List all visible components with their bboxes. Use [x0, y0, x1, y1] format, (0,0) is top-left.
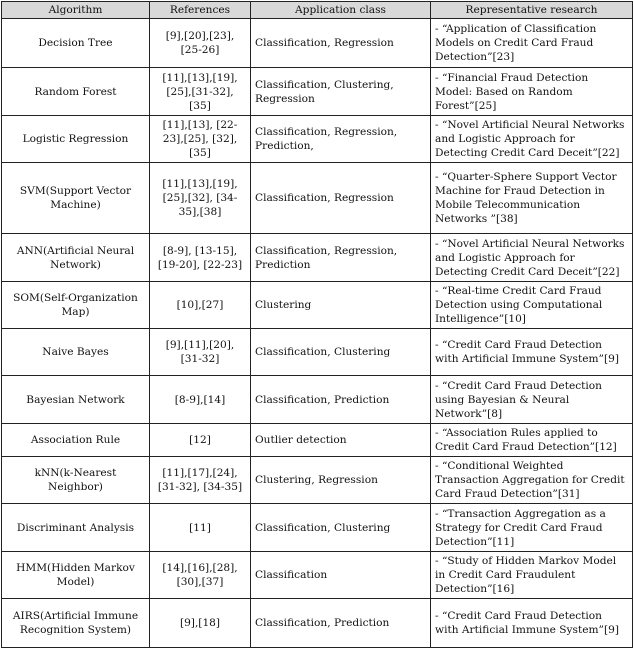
- algorithm-cell: Decision Tree: [2, 19, 150, 68]
- table-row: [2, 163, 633, 234]
- algorithm-cell: AIRS(Artificial Immune Recognition System): [2, 599, 150, 648]
- table-row: [2, 552, 633, 599]
- application-class-cell: Classification, Prediction: [251, 599, 431, 648]
- representative-research-cell: - “Conditional Weighted Transaction Aggregation for Credit Card Fraud Detection”[31]: [431, 456, 633, 503]
- algorithm-cell: Naive Bayes: [2, 328, 150, 375]
- application-class-cell: Classification, Clustering: [251, 503, 431, 551]
- header-application-class: Application class: [251, 2, 431, 19]
- table-row: [2, 115, 633, 162]
- references-cell: [9],[11],[20], [31-32]: [150, 328, 251, 375]
- representative-research-cell: - “Transaction Aggregation as a Strategy for Credit Card Fraud Detection”[11]: [431, 503, 633, 551]
- references-cell: [11],[17],[24],[31-32], [34-35]: [150, 456, 251, 503]
- representative-research-cell: - “Novel Artificial Neural Networks and Logistic Approach for Detecting Credit Card Deceit”[22]: [431, 115, 633, 162]
- references-cell: [8-9],[14]: [150, 375, 251, 423]
- application-class-cell: Classification, Prediction: [251, 375, 431, 423]
- table-row: [2, 424, 633, 456]
- application-class-cell: Classification, Clustering, Regression: [251, 68, 431, 115]
- application-class-cell: Classification, Regression, Prediction: [251, 234, 431, 282]
- table-row: [2, 328, 633, 375]
- algorithm-cell: kNN(k-Nearest Neighbor): [2, 456, 150, 503]
- table-row: [2, 456, 633, 503]
- representative-research-cell: - “Quarter-Sphere Support Vector Machine for Fraud Detection in Mobile Telecommunication Networks ”[38]: [431, 163, 633, 234]
- application-class-cell: Classification: [251, 552, 431, 599]
- algorithm-table: [1, 1, 633, 648]
- table-row: [2, 19, 633, 68]
- algorithm-cell: SVM(Support Vector Machine): [2, 163, 150, 234]
- algorithm-cell: HMM(Hidden Markov Model): [2, 552, 150, 599]
- algorithm-cell: Random Forest: [2, 68, 150, 115]
- application-class-cell: Outlier detection: [251, 424, 431, 456]
- references-cell: [11],[13], [22-23],[25], [32],[35]: [150, 115, 251, 162]
- representative-research-cell: - “Association Rules applied to Credit Card Fraud Detection”[12]: [431, 424, 633, 456]
- representative-research-cell: - “Credit Card Fraud Detection with Artificial Immune System”[9]: [431, 599, 633, 648]
- representative-research-cell: - “Study of Hidden Markov Model in Credit Card Fraudulent Detection”[16]: [431, 552, 633, 599]
- algorithm-cell: Discriminant Analysis: [2, 503, 150, 551]
- references-cell: [11]: [150, 503, 251, 551]
- representative-research-cell: - “Credit Card Fraud Detection using Bayesian & Neural Network”[8]: [431, 375, 633, 423]
- table-row: [2, 375, 633, 423]
- representative-research-cell: - “Financial Fraud Detection Model: Based on Random Forest”[25]: [431, 68, 633, 115]
- header-representative-research: Representative research: [431, 2, 633, 19]
- table-row: [2, 234, 633, 282]
- references-cell: [12]: [150, 424, 251, 456]
- references-cell: [10],[27]: [150, 282, 251, 328]
- references-cell: [8-9], [13-15], [19-20], [22-23]: [150, 234, 251, 282]
- representative-research-cell: - “Application of Classification Models on Credit Card Fraud Detection”[23]: [431, 19, 633, 68]
- application-class-cell: Clustering, Regression: [251, 456, 431, 503]
- references-cell: [9],[18]: [150, 599, 251, 648]
- references-cell: [14],[16],[28],[30],[37]: [150, 552, 251, 599]
- algorithm-cell: Association Rule: [2, 424, 150, 456]
- header-references: References: [150, 2, 251, 19]
- algorithm-cell: Logistic Regression: [2, 115, 150, 162]
- header-algorithm: Algorithm: [2, 2, 150, 19]
- header-row: [2, 2, 633, 19]
- application-class-cell: Classification, Regression, Prediction,: [251, 115, 431, 162]
- representative-research-cell: - “Credit Card Fraud Detection with Artificial Immune System”[9]: [431, 328, 633, 375]
- representative-research-cell: - “Novel Artificial Neural Networks and Logistic Approach for Detecting Credit Card Deceit”[22]: [431, 234, 633, 282]
- table-row: [2, 503, 633, 551]
- algorithm-cell: ANN(Artificial Neural Network): [2, 234, 150, 282]
- application-class-cell: Clustering: [251, 282, 431, 328]
- application-class-cell: Classification, Regression: [251, 163, 431, 234]
- table-row: [2, 599, 633, 648]
- references-cell: [11],[13],[19],[25],[31-32], [35]: [150, 68, 251, 115]
- table-row: [2, 282, 633, 328]
- references-cell: [9],[20],[23], [25-26]: [150, 19, 251, 68]
- references-cell: [11],[13],[19],[25],[32], [34-35],[38]: [150, 163, 251, 234]
- application-class-cell: Classification, Clustering: [251, 328, 431, 375]
- algorithm-cell: SOM(Self-Organization Map): [2, 282, 150, 328]
- application-class-cell: Classification, Regression: [251, 19, 431, 68]
- algorithm-cell: Bayesian Network: [2, 375, 150, 423]
- table-row: [2, 68, 633, 115]
- representative-research-cell: - “Real-time Credit Card Fraud Detection using Computational Intelligence”[10]: [431, 282, 633, 328]
